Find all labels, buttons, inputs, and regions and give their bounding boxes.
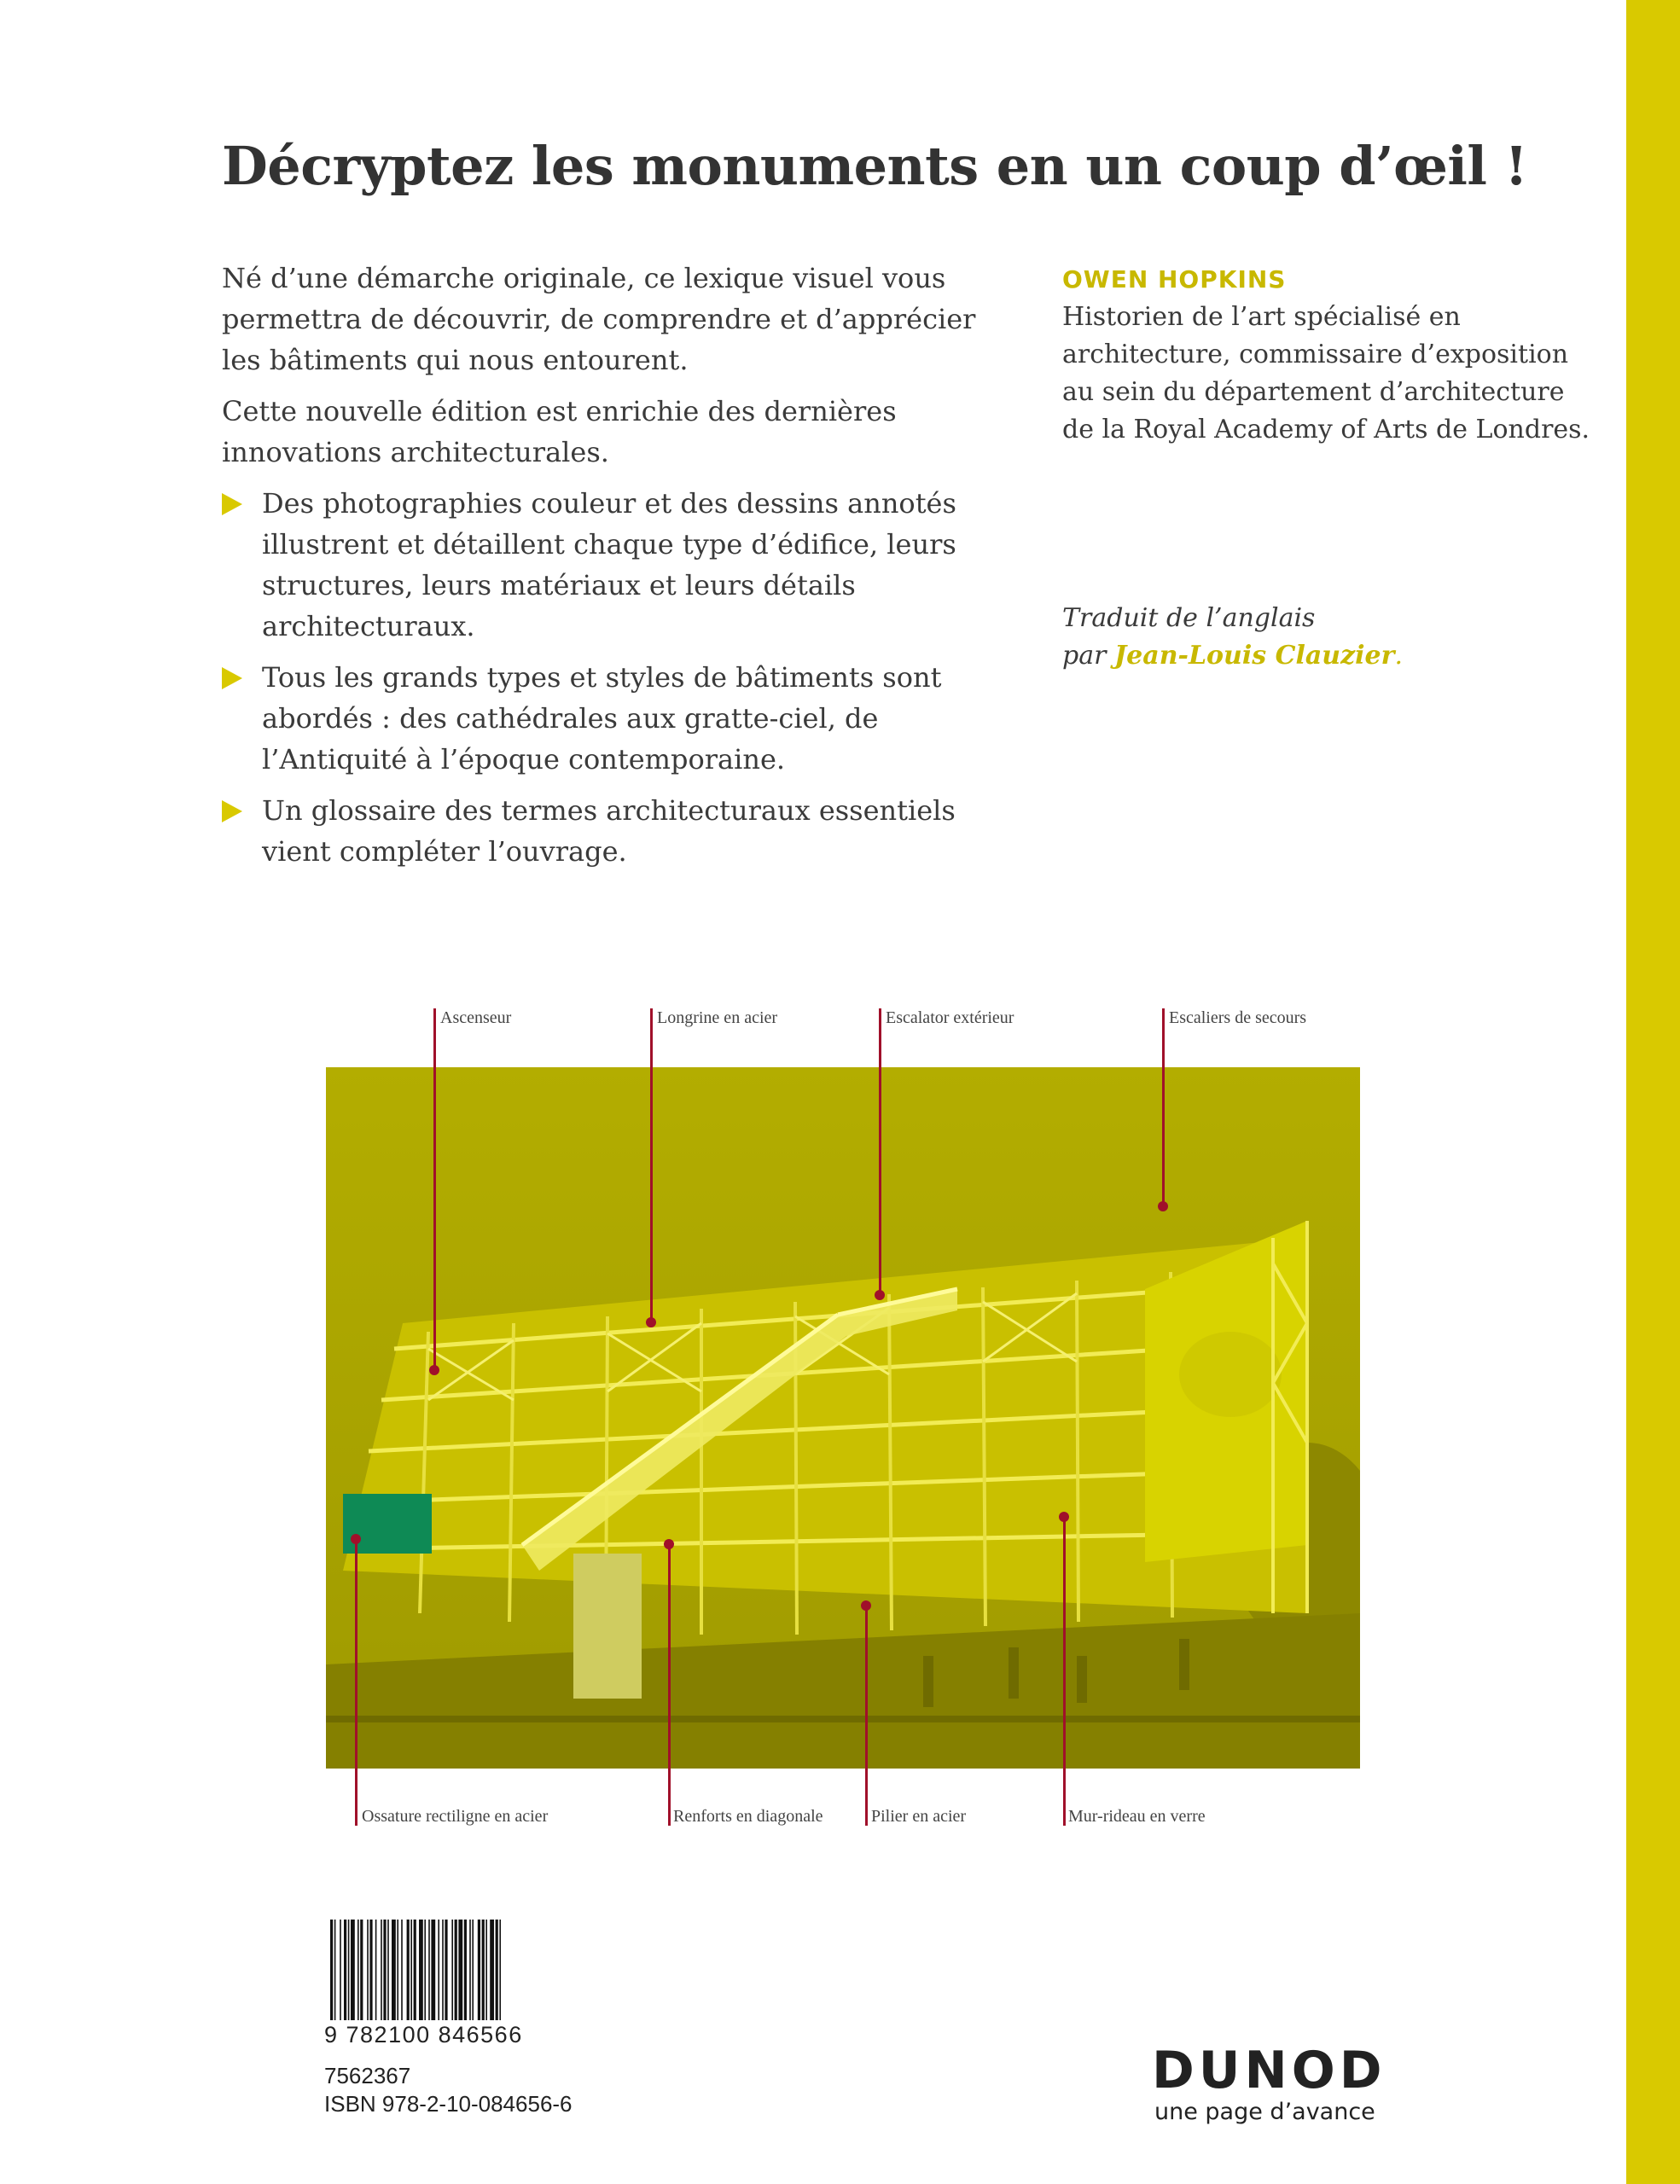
translation-line: Traduit de l’anglais — [1062, 603, 1316, 633]
annotation-leader-line — [668, 1544, 671, 1826]
triangle-arrow-icon — [222, 493, 242, 515]
headline: Décryptez les monuments en un coup d’œil ! — [222, 135, 1528, 197]
translator-line — [1062, 637, 1591, 675]
feature-item — [222, 483, 1007, 647]
annotation-label: Escaliers de secours — [1169, 1008, 1307, 1027]
translator-name: Jean-Louis Clauzier — [1113, 641, 1395, 671]
annotation-leader-line — [355, 1539, 358, 1826]
author-block — [1062, 261, 1591, 449]
publisher-tagline: une page d’avance — [1154, 2099, 1375, 2125]
annotation-leader-line — [1162, 1008, 1165, 1206]
translation-suffix: . — [1394, 641, 1403, 671]
side-accent-stripe — [1626, 0, 1680, 2184]
translation-prefix: par — [1062, 641, 1114, 671]
annotation-marker-dot — [646, 1317, 656, 1327]
building-illustration — [326, 1067, 1360, 1769]
intro-text — [222, 258, 1007, 882]
annotation-leader-line — [650, 1008, 653, 1322]
translation-credit — [1062, 600, 1591, 675]
annotation-leader-line — [1063, 1517, 1066, 1826]
annotation-label: Pilier en acier — [871, 1807, 967, 1826]
annotation-label: Escalator extérieur — [886, 1008, 1014, 1027]
triangle-arrow-icon — [222, 800, 242, 822]
annotation-label: Ascenseur — [440, 1008, 512, 1027]
annotation-leader-line — [879, 1008, 881, 1295]
annotation-leader-line — [433, 1008, 436, 1370]
barcode-digits: 9 782100 846566 — [324, 2022, 523, 2048]
annotation-leader-line — [865, 1606, 868, 1826]
feature-item — [222, 657, 1007, 780]
triangle-arrow-icon — [222, 667, 242, 689]
annotation-marker-dot — [875, 1290, 885, 1300]
feature-item — [222, 790, 1007, 872]
annotated-building-photo — [326, 1067, 1360, 1769]
intro-paragraph-2: Cette nouvelle édition est enrichie des dernières innovations architecturales. — [222, 395, 897, 468]
publisher-logo: DUNOD — [1152, 2041, 1386, 2100]
feature-text: Tous les grands types et styles de bâtiments sont abordés : des cathédrales aux gratte-ciel, de l’Antiquité à l’époque contemporaine. — [262, 661, 942, 775]
author-bio: Historien de l’art spécialisé en architecture, commissaire d’exposition au sein du département d’architecture de la Royal Academy of Arts de Londres. — [1062, 302, 1590, 444]
author-name: OWEN HOPKINS — [1062, 265, 1287, 293]
annotation-label: Renforts en diagonale — [673, 1807, 823, 1826]
product-code: 7562367 — [324, 2063, 411, 2088]
annotation-marker-dot — [429, 1365, 439, 1375]
isbn: ISBN 978-2-10-084656-6 — [324, 2091, 573, 2117]
barcode — [328, 1920, 549, 2020]
feature-text: Des photographies couleur et des dessins annotés illustrent et détaillent chaque type d’édifice, leurs structures, leurs matériaux et leurs détails architecturaux. — [262, 487, 956, 642]
intro-paragraph-1: Né d’une démarche originale, ce lexique visuel vous permettra de découvrir, de comprendre et d’apprécier les bâtiments qui nous entourent. — [222, 262, 976, 376]
feature-text: Un glossaire des termes architecturaux essentiels vient compléter l’ouvrage. — [262, 794, 956, 868]
annotation-label: Longrine en acier — [657, 1008, 778, 1027]
annotation-label: Mur-rideau en verre — [1068, 1807, 1206, 1826]
annotation-label: Ossature rectiligne en acier — [362, 1807, 549, 1826]
annotation-marker-dot — [1158, 1201, 1168, 1211]
feature-list — [222, 483, 1007, 872]
